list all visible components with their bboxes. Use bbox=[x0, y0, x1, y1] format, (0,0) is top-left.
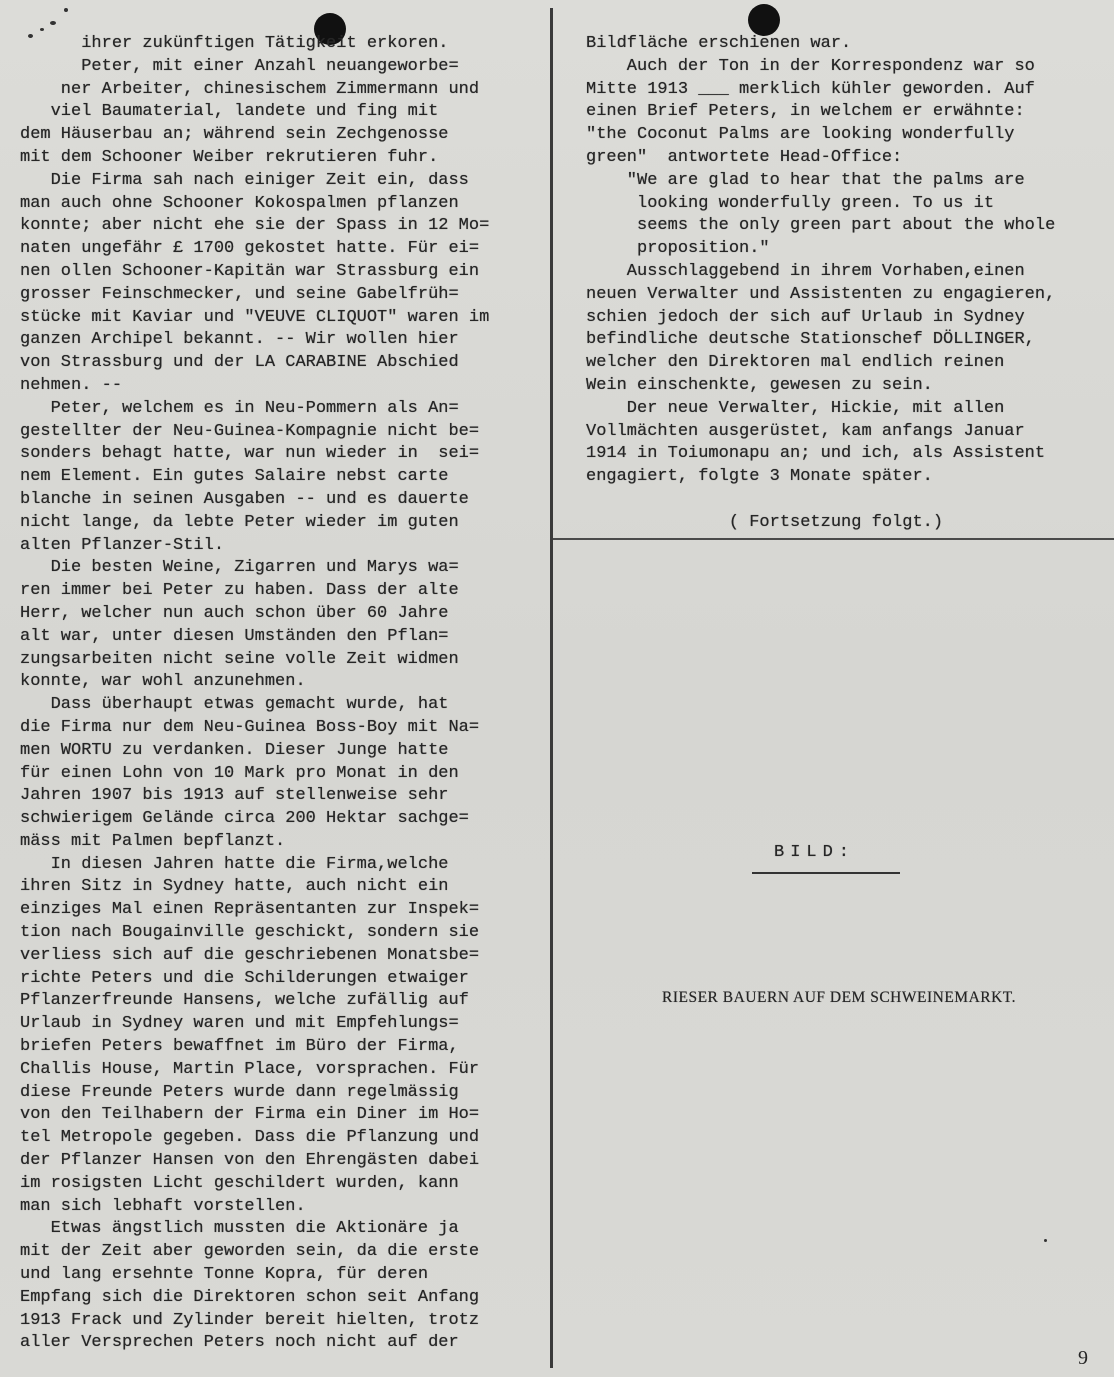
text-line: dem Häuserbau an; während sein Zechgenosse bbox=[20, 125, 449, 145]
text-line: stücke mit Kaviar und "VEUVE CLIQUOT" waren im bbox=[20, 307, 490, 327]
text-line: ihrer zukünftigen Tätigkeit erkoren. bbox=[20, 34, 449, 53]
text-line: Die Firma sah nach einiger Zeit ein, dass bbox=[20, 170, 469, 190]
ink-fleck bbox=[1044, 1239, 1047, 1242]
text-line: sonders behagt hatte, war nun wieder in sei= bbox=[20, 444, 480, 464]
ink-fleck bbox=[64, 8, 68, 12]
text-line: richte Peters und die Schilderungen etwaiger bbox=[20, 968, 469, 988]
text-line: tion nach Bougainville geschickt, sondern sie bbox=[20, 923, 480, 943]
text-line: Dass überhaupt etwas gemacht wurde, hat bbox=[20, 695, 449, 715]
image-caption: RIESER BAUERN AUF DEM SCHWEINEMARKT. bbox=[662, 989, 1016, 1006]
text-line: von den Teilhabern der Firma ein Diner im Ho= bbox=[20, 1105, 480, 1125]
text-line: Peter, mit einer Anzahl neuangeworbe= bbox=[20, 56, 459, 76]
text-line: green" antwortete Head-Office: bbox=[586, 147, 903, 167]
text-line: mäss mit Palmen bepflanzt. bbox=[20, 831, 286, 851]
text-line: proposition." bbox=[586, 239, 770, 259]
text-line: diese Freunde Peters wurde dann regelmässig bbox=[20, 1082, 459, 1102]
text-line bbox=[586, 489, 1108, 512]
section-divider bbox=[553, 538, 1114, 540]
text-line: Bildfläche erschienen war. bbox=[586, 34, 852, 53]
text-line: nehmen. -- bbox=[20, 375, 123, 395]
text-line: Etwas ängstlich mussten die Aktionäre ja bbox=[20, 1219, 459, 1239]
text-line: Herr, welcher nun auch schon über 60 Jahre bbox=[20, 603, 449, 623]
text-line: befindliche deutsche Stationschef DÖLLINGER, bbox=[586, 330, 1035, 350]
text-line: Vollmächten ausgerüstet, kam anfangs Januar bbox=[586, 421, 1025, 441]
text-line: "We are glad to hear that the palms are bbox=[586, 170, 1025, 190]
text-line: Challis House, Martin Place, vorsprachen. Für bbox=[20, 1059, 480, 1079]
text-line: seems the only green part about the whole bbox=[586, 216, 1056, 236]
text-line: im rosigsten Licht geschildert wurden, kann bbox=[20, 1173, 459, 1193]
text-line: konnte; aber nicht ehe sie der Spass in 12 Mo= bbox=[20, 216, 490, 236]
text-line: und lang ersehnte Tonne Kopra, für deren bbox=[20, 1265, 429, 1285]
image-placeholder-label: BILD: bbox=[774, 843, 856, 862]
text-line: gestellter der Neu-Guinea-Kompagnie nicht be= bbox=[20, 421, 480, 441]
text-line: In diesen Jahren hatte die Firma,welche bbox=[20, 854, 449, 874]
image-label-underline bbox=[752, 872, 900, 874]
text-line: zungsarbeiten nicht seine volle Zeit widmen bbox=[20, 649, 459, 669]
text-line: nen ollen Schooner-Kapitän war Strassburg ein bbox=[20, 261, 480, 281]
text-line: nem Element. Ein gutes Salaire nebst carte bbox=[20, 467, 449, 487]
text-line: Empfang sich die Direktoren schon seit Anfang bbox=[20, 1287, 480, 1307]
text-line: blanche in seinen Ausgaben -- und es dauerte bbox=[20, 489, 469, 509]
text-line: alten Pflanzer-Stil. bbox=[20, 535, 225, 555]
text-line: welcher den Direktoren mal endlich reinen bbox=[586, 353, 1005, 373]
text-line: schien jedoch der sich auf Urlaub in Sydney bbox=[586, 307, 1025, 327]
text-line: "the Coconut Palms are looking wonderfully bbox=[586, 125, 1015, 145]
right-column bbox=[586, 33, 1108, 535]
text-line: einziges Mal einen Repräsentanten zur Inspek= bbox=[20, 900, 480, 920]
text-line: men WORTU zu verdanken. Dieser Junge hatte bbox=[20, 740, 449, 760]
column-divider bbox=[550, 8, 553, 1368]
text-line: man sich lebhaft vorstellen. bbox=[20, 1196, 306, 1216]
text-line: ner Arbeiter, chinesischem Zimmermann und bbox=[20, 79, 480, 99]
text-line: Jahren 1907 bis 1913 auf stellenweise sehr bbox=[20, 786, 449, 806]
text-line: neuen Verwalter und Assistenten zu engagieren, bbox=[586, 284, 1056, 304]
text-line: Wein einschenkte, gewesen zu sein. bbox=[586, 375, 933, 395]
text-line: nicht lange, da lebte Peter wieder im guten bbox=[20, 512, 459, 532]
ink-fleck bbox=[40, 28, 44, 31]
text-line: Der neue Verwalter, Hickie, mit allen bbox=[586, 398, 1005, 418]
text-line: briefen Peters bewaffnet im Büro der Firma, bbox=[20, 1037, 459, 1057]
ink-fleck bbox=[50, 21, 56, 25]
text-line: 1914 in Toiumonapu an; und ich, als Assistent bbox=[586, 444, 1046, 464]
text-line: verliess sich auf die geschriebenen Monatsbe= bbox=[20, 945, 480, 965]
text-line: Die besten Weine, Zigarren und Marys wa= bbox=[20, 558, 459, 578]
text-line: mit dem Schooner Weiber rekrutieren fuhr. bbox=[20, 147, 439, 167]
text-line: die Firma nur dem Neu-Guinea Boss-Boy mit Na= bbox=[20, 717, 480, 737]
text-line: mit der Zeit aber geworden sein, da die erste bbox=[20, 1242, 480, 1262]
text-line: ( Fortsetzung folgt.) bbox=[586, 512, 944, 532]
text-line: einen Brief Peters, in welchem er erwähnte: bbox=[586, 102, 1025, 122]
text-line: schwierigem Gelände circa 200 Hektar sachge= bbox=[20, 809, 469, 829]
text-line: ganzen Archipel bekannt. -- Wir wollen hier bbox=[20, 330, 459, 350]
text-line: von Strassburg und der LA CARABINE Abschied bbox=[20, 353, 459, 373]
text-line: alt war, unter diesen Umständen den Pflan= bbox=[20, 626, 449, 646]
text-line: aller Versprechen Peters noch nicht auf der bbox=[20, 1333, 459, 1353]
text-line: grosser Feinschmecker, und seine Gabelfrüh= bbox=[20, 284, 459, 304]
text-line: ren immer bei Peter zu haben. Dass der alte bbox=[20, 581, 459, 601]
punch-hole bbox=[748, 4, 780, 36]
text-line: Ausschlaggebend in ihrem Vorhaben,einen bbox=[586, 261, 1025, 281]
text-line: Urlaub in Sydney waren und mit Empfehlungs= bbox=[20, 1014, 459, 1034]
text-line: tel Metropole gegeben. Dass die Pflanzung und bbox=[20, 1128, 480, 1148]
text-line: naten ungefähr £ 1700 gekostet hatte. Für ei= bbox=[20, 239, 480, 259]
text-line: 1913 Frack und Zylinder bereit hielten, trotz bbox=[20, 1310, 480, 1330]
left-column bbox=[20, 33, 542, 1355]
text-line: für einen Lohn von 10 Mark pro Monat in den bbox=[20, 763, 459, 783]
text-line: man auch ohne Schooner Kokospalmen pflanzen bbox=[20, 193, 459, 213]
text-line: Pflanzerfreunde Hansens, welche zufällig auf bbox=[20, 991, 469, 1011]
text-line: looking wonderfully green. To us it bbox=[586, 193, 995, 213]
text-line: konnte, war wohl anzunehmen. bbox=[20, 672, 306, 692]
text-line: der Pflanzer Hansen von den Ehrengästen dabei bbox=[20, 1151, 480, 1171]
text-line: engagiert, folgte 3 Monate später. bbox=[586, 467, 933, 487]
text-line: Auch der Ton in der Korrespondenz war so bbox=[586, 56, 1035, 76]
text-line: ihren Sitz in Sydney hatte, auch nicht ein bbox=[20, 877, 449, 897]
text-line: Peter, welchem es in Neu-Pommern als An= bbox=[20, 398, 459, 418]
text-line: viel Baumaterial, landete und fing mit bbox=[20, 102, 439, 122]
text-line: Mitte 1913 ___ merklich kühler geworden. Auf bbox=[586, 79, 1035, 99]
page-number: 9 bbox=[1078, 1347, 1088, 1369]
